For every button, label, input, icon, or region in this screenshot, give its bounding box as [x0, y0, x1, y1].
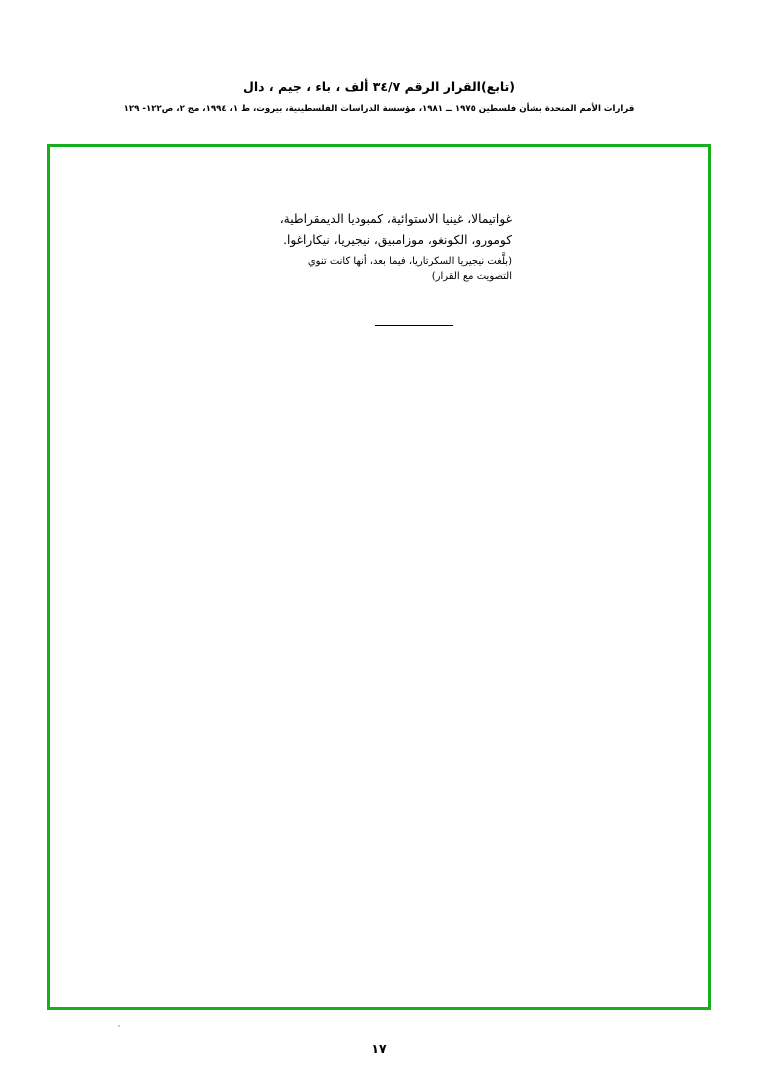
- page-speck: [118, 1025, 120, 1027]
- body-line: كومورو، الكونغو، موزامبيق، نيجيريا، نيكاراغوا.: [283, 233, 512, 248]
- content-frame: [47, 144, 711, 1010]
- body-line: غواتيمالا، غينيا الاستوائية، كمبوديا الديمقراطية،: [279, 212, 512, 226]
- section-divider: [375, 325, 453, 326]
- note-line: (بلَّغت نيجيريا السكرتاريا، فيما بعد، أنها كانت تنوي: [307, 255, 512, 267]
- body-text-block: [232, 209, 512, 285]
- page-header: [0, 78, 758, 115]
- page-title: (تابع)القرار الرقم ٣٤/٧ ألف ، باء ، جيم ، دال: [242, 79, 515, 94]
- page-footer: [0, 1038, 758, 1057]
- source-citation: قرارات الأمم المتحدة بشأن فلسطين ١٩٧٥ ــ ١٩٨١، مؤسسة الدراسات الفلسطينية، بيروت، ط ١، ١٩٩٤، مج ٢، ص١٢٢- ١٢٩: [123, 103, 635, 114]
- parenthetical-note: [244, 254, 512, 285]
- note-line: التصويت مع القرار): [431, 271, 512, 283]
- page-number: ١٧: [371, 1041, 387, 1056]
